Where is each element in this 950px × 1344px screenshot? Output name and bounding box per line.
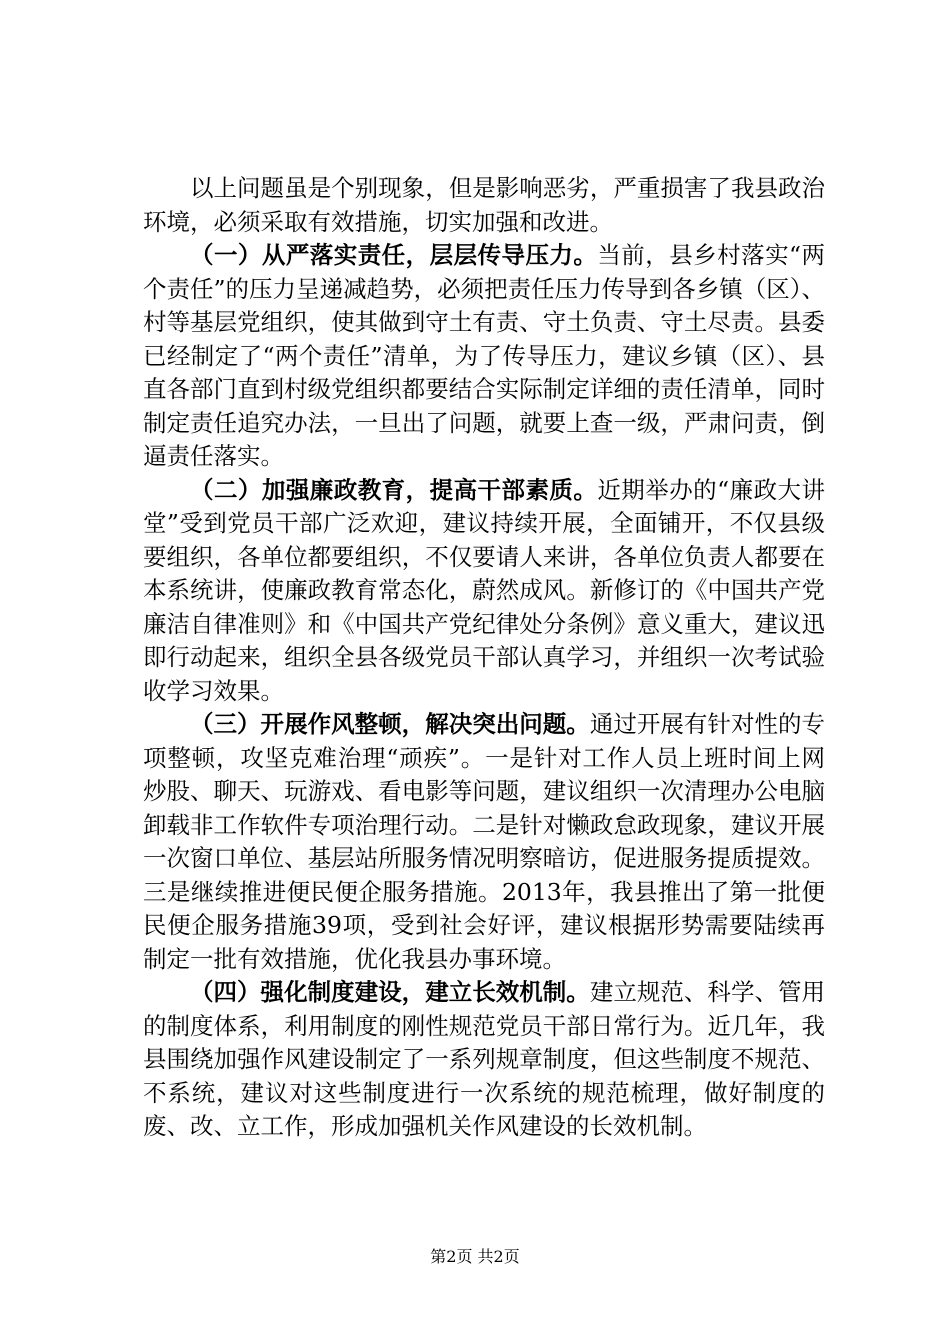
paragraph-section-2: [143, 474, 825, 709]
page-total: 共2页: [477, 1247, 520, 1266]
paragraph-section-3: [143, 708, 825, 976]
section-heading: （二）加强廉政教育，提高干部素质。: [190, 475, 598, 504]
paragraph-intro: [143, 172, 825, 239]
page-number: 第2页: [430, 1247, 473, 1266]
document-body: [143, 172, 825, 1144]
paragraph-section-4: [143, 976, 825, 1144]
page-footer: [0, 1247, 950, 1267]
paragraph-text: 当前，县乡村落实“两个责任”的压力呈递减趋势，必须把责任压力传导到各乡镇（区）、村等基层党组织，使其做到守土有责、守土负责、守土尽责。县委已经制定了“两个责任”清单，为了传导压力，建议乡镇（区）、县直各部门直到村级党组织都要结合实际制定详细的责任清单，同时制定责任追究办法，一旦出了问题，就要上查一级，严肃问责，倒逼责任落实。: [143, 241, 826, 470]
paragraph-text: 近期举办的“廉政大讲堂”受到党员干部广泛欢迎，建议持续开展，全面铺开，不仅县级要组织，各单位都要组织，不仅要请人来讲，各单位负责人都要在本系统讲，使廉政教育常态化，蔚然成风。新修订的《中国共产党廉洁自律准则》和《中国共产党纪律处分条例》意义重大，建议迅即行动起来，组织全县各级党员干部认真学习，并组织一次考试验收学习效果。: [143, 475, 826, 705]
paragraph-section-1: [143, 239, 825, 474]
paragraph-text: 建立规范、科学、管用的制度体系，利用制度的刚性规范党员干部日常行为。近几年，我县围绕加强作风建设制定了一系列规章制度，但这些制度不规范、不系统，建议对这些制度进行一次系统的规范梳理，做好制度的废、改、立工作，形成加强机关作风建设的长效机制。: [143, 978, 826, 1140]
section-heading: （三）开展作风整顿，解决突出问题。: [190, 710, 590, 738]
paragraph-text: 以上问题虽是个别现象，但是影响恶劣，严重损害了我县政治环境，必须采取有效措施，切实加强和改进。: [143, 174, 825, 236]
paragraph-text: 通过开展有针对性的专项整顿，攻坚克难治理“顽疾”。一是针对工作人员上班时间上网炒股、聊天、玩游戏、看电影等问题，建议组织一次清理办公电脑卸载非工作软件专项治理行动。二是针对懒政怠政现象，建议开展一次窗口单位、基层站所服务情况明察暗访，促进服务提质提效。三是继续推进便民便企服务措施。2013年，我县推出了第一批便民便企服务措施39项，受到社会好评，建议根据形势需要陆续再制定一批有效措施，优化我县办事环境。: [143, 710, 826, 973]
section-heading: （四）强化制度建设，建立长效机制。: [190, 978, 590, 1006]
section-heading: （一）从严落实责任，层层传导压力。: [190, 241, 598, 269]
